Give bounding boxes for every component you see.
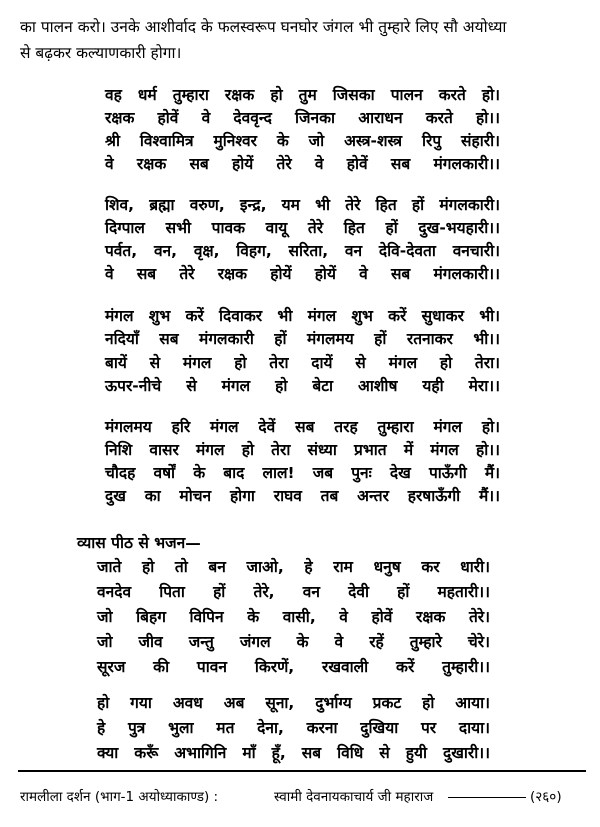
verse-line: चौदह वर्षों के बाद लाल! जब पुनः देख पाऊँगी मैं।: [105, 464, 500, 482]
verse-line: वे सब तेरे रक्षक होयें होयें वे सब मंगलकारी।।: [105, 265, 500, 283]
bhajan-line: जाते हो तो बन जाओ, हे राम धनुष कर धारी।: [97, 558, 490, 576]
bhajan-line: क्या करूँ अभागिनि माँ हूँ, सब विधि से हुयी दुखारी।।: [97, 744, 490, 762]
bhajan-line: वनदेव पिता हों तेरे, वन देवी हों महतारी।।: [97, 583, 490, 601]
bhajan-line: हो गया अवध अब सूना, दुर्भाग्य प्रकट हो आया।: [97, 694, 490, 712]
footer-page-number: (२६०): [530, 789, 562, 805]
verse-line: वह धर्म तुम्हारा रक्षक हो तुम जिसका पालन करते हो।: [105, 86, 500, 104]
footer-author: स्वामी देवनायकाचार्य जी महाराज: [274, 789, 434, 805]
verse-line: बायें से मंगल हो तेरा दायें से मंगल हो तेरा।: [105, 354, 500, 372]
bhajan-heading: व्यास पीठ से भजन—: [77, 534, 201, 552]
verse-line: ऊपर-नीचे से मंगल हो बेटा आशीष यही मेरा।।: [105, 377, 500, 395]
bhajan-line: जो बिहग विपिन के वासी, वे होवें रक्षक तेरे।: [97, 608, 490, 626]
verse-line: मंगल शुभ करें दिवाकर भी मंगल शुभ करें सुधाकर भी।: [105, 307, 500, 325]
verse-line: रक्षक होवें वे देववृन्द जिनका आराधन करते हो।।: [105, 109, 500, 127]
verse-line: दिग्पाल सभी पावक वायू तेरे हित हों दुख-भयहारी।।: [105, 219, 500, 237]
intro-line-1: का पालन करो। उनके आशीर्वाद के फलस्वरूप घनघोर जंगल भी तुम्हारे लिए सौ अयोध्या: [20, 18, 507, 36]
verse-line: दुख का मोचन होगा राघव तब अन्तर हरषाऊँगी मैं।।: [105, 487, 500, 505]
verse-line: मंगलमय हरि मंगल देवें सब तरह तुम्हारा मंगल हो।: [105, 418, 500, 436]
verse-line: निशि वासर मंगल हो तेरा संध्या प्रभात में मंगल हो।।: [105, 441, 500, 459]
intro-line-2: से बढ़कर कल्याणकारी होगा।: [20, 44, 182, 62]
intro-paragraph: [20, 14, 590, 66]
bhajan-line: सूरज की पावन किरणें, रखवाली करें तुम्हारी।।: [97, 658, 490, 676]
page-footer: [18, 786, 586, 808]
bhajan-line: हे पुत्र भुला मत देना, करना दुखिया पर दाया।: [97, 719, 490, 737]
footer-leader-line: [448, 797, 526, 798]
verse-line: श्री विश्वामित्र मुनिश्वर के जो अस्त्र-शस्त्र रिपु संहारी।: [105, 132, 500, 150]
verse-line: पर्वत, वन, वृक्ष, विहग, सरिता, वन देवि-देवता वनचारी।: [105, 242, 500, 260]
verse-line: नदियाँ सब मंगलकारी हों मंगलमय हों रतनाकर भी।।: [105, 330, 500, 348]
footer-book-title: रामलीला दर्शन (भाग-1 अयोध्याकाण्ड) :: [20, 789, 219, 805]
verse-line: वे रक्षक सब होयें तेरे वे होवें सब मंगलकारी।।: [105, 155, 500, 173]
footer-divider: [18, 770, 586, 772]
verse-line: शिव, ब्रह्मा वरुण, इन्द्र, यम भी तेरे हित हों मंगलकारी।: [105, 196, 500, 214]
bhajan-line: जो जीव जन्तु जंगल के वे रहें तुम्हारे चेरे।: [97, 633, 490, 651]
